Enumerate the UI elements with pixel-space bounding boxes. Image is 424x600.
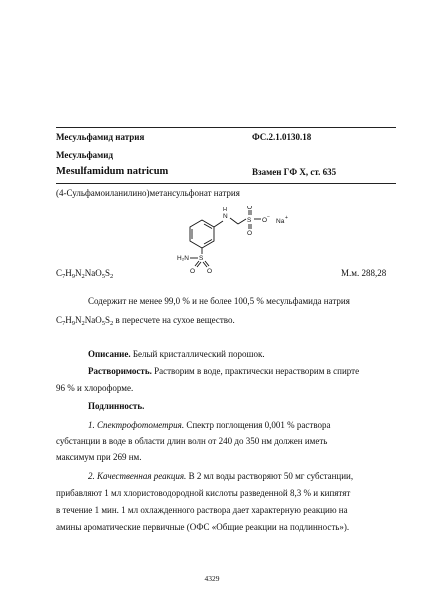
identity-item-1-line-2: субстанции в воде в области длин волн от 240 до 350 нм должен иметь: [56, 436, 328, 446]
identity-heading: Подлинность.: [88, 401, 145, 411]
atom-s-sulfonate: S: [247, 217, 252, 224]
identity-item-1-line-3: максимум при 269 нм.: [56, 452, 142, 462]
identity-item-2-line-3: в течение 1 мин. 1 мл охлажденного раствора дает характерную реакцию на: [56, 505, 348, 515]
identity-item-2-line-1: 2. Качественная реакция. В 2 мл воды растворяют 50 мг субстанции,: [88, 471, 354, 481]
atom-n: N: [223, 213, 228, 220]
content-line-2: $C_7H_9N_2NaO_5S_2$ в пересчете на сухое вещество.: [56, 315, 235, 327]
identity-item-2-line-4: амины ароматические первичные (ОФС «Общие реакции на подлинность»).: [56, 522, 350, 532]
top-rule: [56, 127, 396, 128]
atom-o-right: O: [207, 268, 213, 275]
description: [88, 349, 265, 360]
content-line-1: Содержит не менее 99,0 % и не более 100,5 % месульфамида натрия: [88, 296, 350, 306]
replaces-note: Взамен ГФ X, ст. 635: [252, 167, 337, 177]
description-label: Описание.: [88, 349, 131, 359]
monograph-latin-name: Mesulfamidum natricum: [56, 166, 169, 177]
monograph-code: ФС.2.1.0130.18: [252, 132, 312, 142]
identity-item-1-line-1: 1. Спектрофотометрия. Спектр поглощения 0,001 % раствора: [88, 420, 331, 430]
atom-o-left: O: [190, 268, 196, 275]
molecular-formula: $C_7H_9N_2NaO_5S_2$: [56, 268, 114, 280]
header-rule: [56, 183, 396, 184]
identity-item-2-line-2: прибавляют 1 мл хлористоводородной кислоты разведенной 8,3 % и кипятят: [56, 488, 351, 498]
benzene-ring: [190, 220, 214, 248]
molar-mass: М.м. 288,28: [341, 268, 387, 278]
charge-minus: −: [267, 214, 270, 220]
structural-formula: [150, 206, 310, 276]
page-number: 4329: [204, 574, 220, 583]
structural-formula-drawing: [150, 206, 310, 276]
charge-plus: +: [285, 215, 288, 221]
atom-o-bottom: O: [247, 230, 253, 237]
chemical-name: (4-Сульфамоиланилино)метансульфонат натрия: [56, 188, 240, 198]
identity-item-1-label: 1. Спектрофотометрия.: [88, 420, 185, 430]
monograph-name: Месульфамид натрия: [56, 132, 145, 142]
atom-s-amide: S: [199, 255, 204, 262]
description-text: Белый кристаллический порошок.: [130, 349, 265, 359]
atom-h2n: H₂N: [177, 255, 189, 262]
identity-item-2-label: 2. Качественная реакция.: [88, 471, 187, 481]
monograph-synonym: Месульфамид: [56, 150, 114, 160]
atom-h: H: [223, 207, 227, 213]
solubility-line-1: Растворимость. Растворим в воде, практически нерастворим в спирте: [88, 366, 360, 376]
atom-o-top: O: [247, 206, 253, 211]
solubility-label: Растворимость.: [88, 366, 152, 376]
atom-na: Na: [276, 218, 285, 225]
atom-o-minus: O: [262, 217, 268, 224]
solubility-line-2: 96 % и хлороформе.: [56, 383, 134, 393]
